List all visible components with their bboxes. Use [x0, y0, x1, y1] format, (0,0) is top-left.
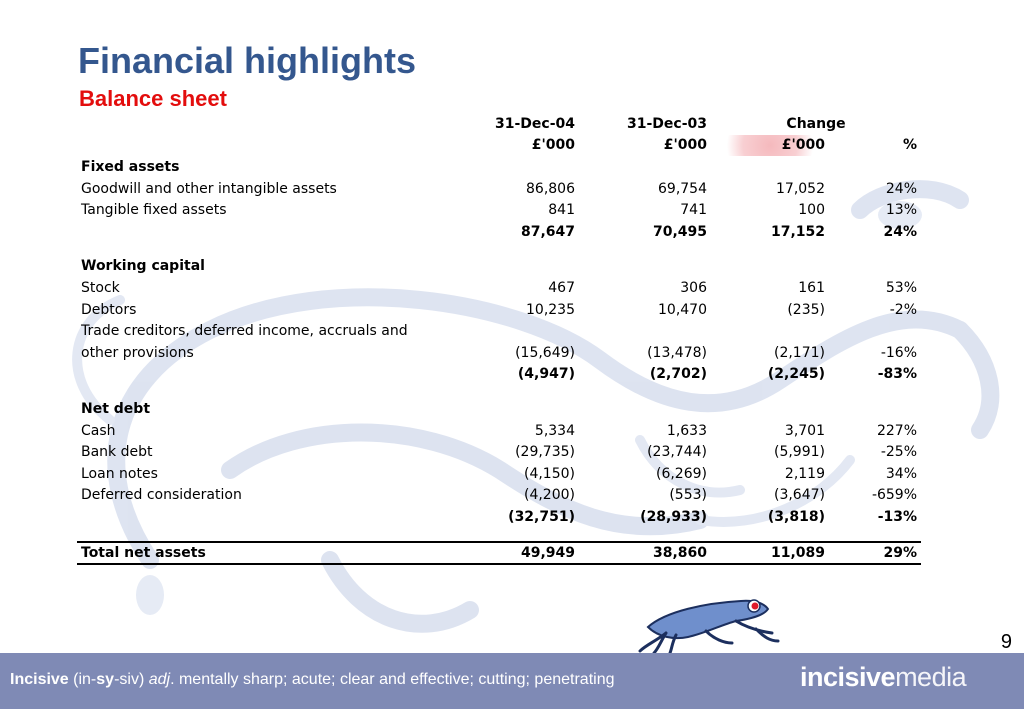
cell-prior-year: (13,478)	[647, 344, 707, 361]
header-blank	[77, 135, 437, 157]
row-label: Loan notes	[81, 465, 158, 482]
subtotal-row	[77, 221, 921, 243]
cell-current-year: 10,235	[526, 301, 575, 318]
section-heading	[77, 156, 921, 178]
balance-sheet-table	[77, 113, 921, 565]
table-row	[77, 485, 921, 507]
incisive-media-logo	[800, 662, 966, 693]
subtotal-current-year: 87,647	[520, 223, 575, 240]
subtotal-percent: -83%	[877, 366, 918, 383]
cell-percent: -25%	[880, 444, 918, 461]
tagline-pron-open: (in-	[68, 671, 97, 688]
working-capital-heading: Working capital	[81, 258, 205, 275]
row-label: Cash	[81, 422, 116, 439]
table-row	[77, 342, 921, 364]
total-change: 11,089	[711, 542, 829, 564]
cell-change: 100	[798, 202, 825, 219]
footer-tagline	[10, 671, 614, 689]
subtotal-prior-year: 70,495	[652, 223, 707, 240]
cell-percent: 227%	[876, 422, 918, 439]
total-current-year: 49,949	[437, 542, 579, 564]
cell-percent: -659%	[871, 487, 918, 504]
net-debt-heading: Net debt	[81, 400, 151, 417]
tagline-part-of-speech: adj	[148, 671, 171, 688]
unit-current-year: £'000	[531, 137, 575, 154]
subtotal-change: (2,245)	[767, 366, 825, 383]
cell-percent: 34%	[885, 465, 918, 482]
cell-prior-year: 10,470	[658, 301, 707, 318]
tagline-word: Incisive	[10, 671, 69, 688]
cell-prior-year: 306	[680, 279, 707, 296]
row-label: Tangible fixed assets	[81, 202, 227, 219]
cell-prior-year: (23,744)	[647, 444, 707, 461]
table-row	[77, 299, 921, 321]
cell-current-year: 86,806	[526, 180, 575, 197]
table-row	[77, 199, 921, 221]
total-label: Total net assets	[77, 542, 437, 564]
subtotal-percent: 24%	[883, 223, 918, 240]
cell-prior-year: (6,269)	[655, 465, 707, 482]
subtotal-prior-year: (2,702)	[649, 366, 707, 383]
page-title: Financial highlights	[78, 40, 417, 81]
unit-prior-year: £'000	[663, 137, 707, 154]
section-heading	[77, 398, 921, 420]
total-percent: 29%	[829, 542, 921, 564]
cell-percent: 24%	[885, 180, 918, 197]
tagline-pron-stress: sy	[96, 671, 115, 688]
table-row	[77, 463, 921, 485]
cell-prior-year: 69,754	[658, 180, 707, 197]
cell-prior-year: (553)	[669, 487, 707, 504]
unit-change: £'000	[711, 135, 829, 157]
header-row-dates	[77, 113, 921, 135]
cell-current-year: (4,200)	[523, 487, 575, 504]
logo-text-light: media	[895, 662, 967, 692]
cell-current-year: 5,334	[534, 422, 575, 439]
subtotal-row	[77, 506, 921, 528]
header-row-units	[77, 135, 921, 157]
fixed-assets-heading: Fixed assets	[81, 158, 180, 175]
cell-current-year: (4,150)	[523, 465, 575, 482]
row-label: Bank debt	[81, 444, 153, 461]
subtotal-row	[77, 364, 921, 386]
table-row	[77, 320, 921, 342]
page-number: 9	[1000, 631, 1012, 653]
cell-change: 161	[798, 279, 825, 296]
cell-prior-year: 1,633	[666, 422, 707, 439]
tagline-pron-close: -siv)	[114, 671, 149, 688]
total-prior-year: 38,860	[579, 542, 711, 564]
table-row	[77, 441, 921, 463]
section-heading	[77, 256, 921, 278]
total-row	[77, 542, 921, 564]
cell-current-year: (15,649)	[515, 344, 575, 361]
cell-percent: -16%	[880, 344, 918, 361]
cell-current-year: 841	[548, 202, 575, 219]
page-subtitle: Balance sheet	[79, 86, 227, 111]
logo-text-bold: incisive	[800, 662, 896, 692]
cell-change: (3,647)	[773, 487, 825, 504]
cell-change: 2,119	[784, 465, 825, 482]
footer-bar	[0, 653, 1024, 709]
row-label: Stock	[81, 279, 120, 296]
cell-percent: 13%	[885, 202, 918, 219]
subtotal-current-year: (32,751)	[508, 508, 575, 525]
row-label: other provisions	[81, 344, 194, 361]
header-change: Change	[786, 115, 846, 132]
subtotal-change: 17,152	[770, 223, 825, 240]
row-label: Deferred consideration	[81, 487, 242, 504]
cell-percent: 53%	[885, 279, 918, 296]
cell-change: (2,171)	[773, 344, 825, 361]
cell-percent: -2%	[889, 301, 918, 318]
cell-current-year: (29,735)	[515, 444, 575, 461]
header-prior-year: 31-Dec-03	[626, 115, 707, 132]
cell-change: 3,701	[784, 422, 825, 439]
cell-current-year: 467	[548, 279, 575, 296]
cell-change: 17,052	[776, 180, 825, 197]
frog-icon	[636, 593, 786, 655]
header-blank	[77, 113, 437, 135]
row-label: Trade creditors, deferred income, accruals and	[81, 323, 408, 340]
subtotal-current-year: (4,947)	[517, 366, 575, 383]
header-current-year: 31-Dec-04	[494, 115, 575, 132]
table-row	[77, 420, 921, 442]
table-row	[77, 277, 921, 299]
unit-percent: %	[902, 137, 918, 154]
cell-change: (5,991)	[773, 444, 825, 461]
cell-prior-year: 741	[680, 202, 707, 219]
subtotal-percent: -13%	[877, 508, 918, 525]
table-row	[77, 178, 921, 200]
row-label: Goodwill and other intangible assets	[81, 180, 337, 197]
subtotal-change: (3,818)	[767, 508, 825, 525]
cell-change: (235)	[787, 301, 825, 318]
row-label: Debtors	[81, 301, 137, 318]
subtotal-prior-year: (28,933)	[640, 508, 707, 525]
tagline-definition: . mentally sharp; acute; clear and effective; cutting; penetrating	[170, 671, 615, 688]
